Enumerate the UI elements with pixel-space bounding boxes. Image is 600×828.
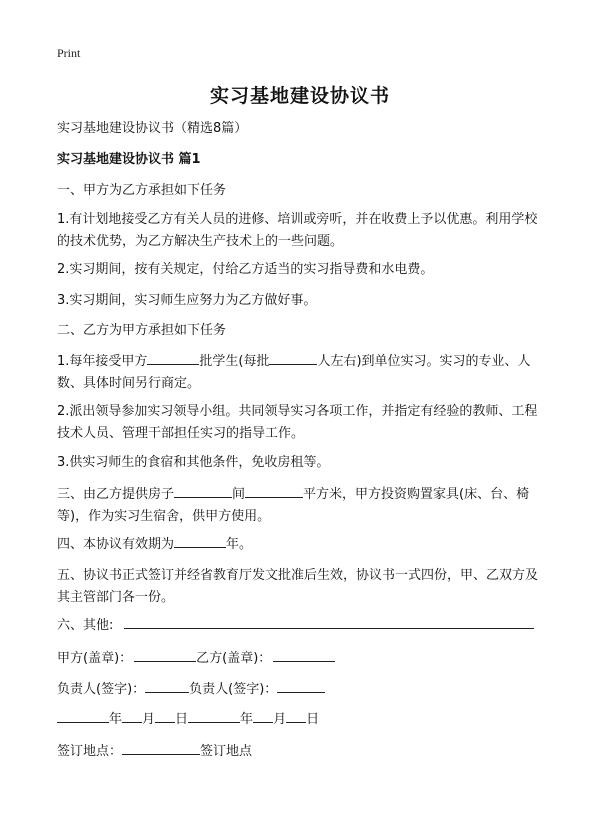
date-b-day-label: 日 (306, 712, 320, 727)
date-b-day-field[interactable] (286, 708, 306, 723)
part4-text-b: 年。 (226, 537, 253, 552)
date-b-month-label: 月 (273, 712, 287, 727)
party-b-seal-field[interactable] (273, 647, 335, 662)
section-heading: 实习基地建设协议书 篇1 (57, 152, 201, 167)
resp-a-label: 负责人(签字)： (57, 682, 146, 697)
party-b-seal-label: 乙方(盖章)： (196, 651, 272, 666)
resp-b-field[interactable] (277, 678, 325, 693)
date-a-day-label: 日 (175, 712, 189, 727)
part6-label: 六、其他: (57, 618, 114, 633)
resp-b-label: 负责人(签字)： (189, 682, 278, 697)
part2-item-3: 3.供实习师生的食宿和其他条件，免收房租等。 (57, 455, 330, 470)
part1-item-1: 1.有计划地接受乙方有关人员的进修、培训或旁听，并在收费上予以优惠。利用学校的技术优势，为乙方解决生产技术上的一些问题。 (57, 212, 538, 249)
sign-place-field[interactable] (122, 740, 200, 755)
part2-item-1-text-b: 批学生(每批 (199, 354, 270, 369)
part3-text-b: 间 (232, 487, 246, 502)
seal-row (57, 647, 549, 670)
page-title: 实习基地建设协议书 (209, 85, 390, 107)
party-a-seal-label: 甲方(盖章)： (57, 651, 133, 666)
date-a-month-field[interactable] (122, 708, 142, 723)
blank-batches[interactable] (147, 350, 199, 365)
sign-place-label: 签订地点： (57, 744, 123, 759)
part2-item-1-text-a: 1.每年接受甲方 (57, 354, 148, 369)
subtitle: 实习基地建设协议书（精选8篇） (57, 121, 248, 136)
blank-rooms[interactable] (174, 483, 232, 498)
date-a-month-label: 月 (142, 712, 156, 727)
resp-a-field[interactable] (145, 678, 189, 693)
print-label: Print (57, 46, 81, 60)
part3-text-a: 三、由乙方提供房子 (57, 487, 175, 502)
part2-item-1 (57, 350, 549, 395)
part1-item-3: 3.实习期间，实习师生应努力为乙方做好事。 (57, 293, 317, 308)
blank-validity-years[interactable] (174, 533, 226, 548)
part3 (57, 483, 549, 528)
part2-item-2: 2.派出领导参加实习领导小组。共同领导实习各项工作，并指定有经验的教师、工程技术人员、管理干部担任实习的指导工作。 (57, 404, 538, 441)
date-row (57, 708, 549, 731)
part3-text-c: 平方米，甲方投资购置家具(床、台、椅等)，作为实习生宿舍，供甲方使用。 (57, 487, 530, 524)
sign-place-row (57, 740, 549, 763)
part4 (57, 533, 549, 556)
date-b-year-field[interactable] (188, 708, 240, 723)
part5: 五、协议书正式签订并经省教育厅发文批准后生效，协议书一式四份，甲、乙双方及其主管部门各一份。 (57, 568, 539, 605)
blank-other-terms[interactable] (124, 614, 534, 629)
date-b-year-label: 年 (240, 712, 254, 727)
date-a-day-field[interactable] (155, 708, 175, 723)
date-a-year-label: 年 (109, 712, 123, 727)
date-b-month-field[interactable] (253, 708, 273, 723)
part2-item-1-text-c: 人左右)到单位实习。实习的专业、人数、具体时间另行商定。 (57, 354, 531, 391)
party-a-seal-field[interactable] (134, 647, 196, 662)
part1-item-2: 2.实习期间，按有关规定，付给乙方适当的实习指导费和水电费。 (57, 262, 434, 277)
blank-area[interactable] (245, 483, 303, 498)
date-a-year-field[interactable] (57, 708, 109, 723)
part1-heading: 一、甲方为乙方承担如下任务 (57, 183, 227, 198)
sign-place-label-2: 签订地点 (200, 744, 253, 759)
part6 (57, 614, 549, 637)
part4-text-a: 四、本协议有效期为 (57, 537, 175, 552)
signature-row (57, 678, 549, 701)
part2-heading: 二、乙方为甲方承担如下任务 (57, 323, 227, 338)
blank-students-per-batch[interactable] (269, 350, 317, 365)
